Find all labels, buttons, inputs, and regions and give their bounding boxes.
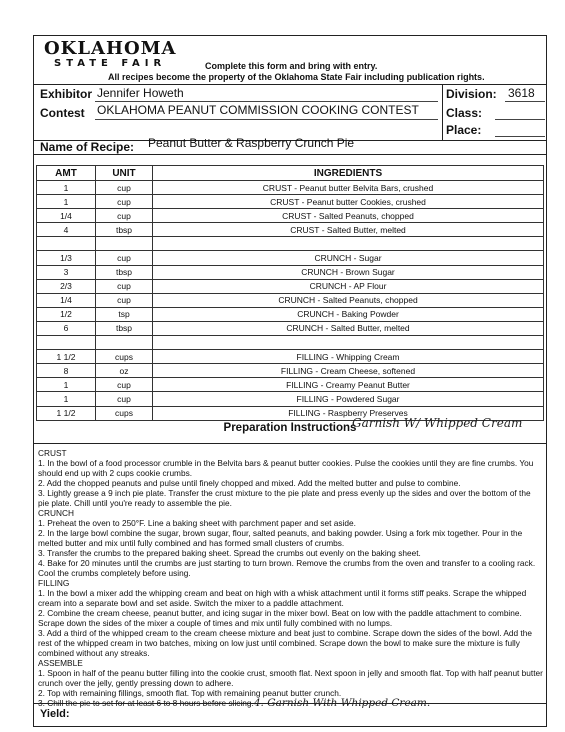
- ingredient-cell: FILLING - Raspberry Preserves: [153, 406, 544, 420]
- table-row: [37, 237, 544, 251]
- table-row: [37, 378, 544, 392]
- divider: [33, 84, 547, 85]
- instr-line: 2. Add the chopped peanuts and pulse until finely chopped and mixed. Add the melted butter and pulse to combine.: [38, 478, 461, 488]
- place-label: Place:: [446, 123, 482, 137]
- unit-cell: cup: [96, 251, 153, 265]
- intro-line-2: All recipes become the property of the Oklahoma State Fair including publication rights.: [108, 72, 485, 82]
- unit-header: UNIT: [96, 166, 153, 181]
- table-row: [37, 364, 544, 378]
- ingredient-cell: CRUNCH - Salted Peanuts, chopped: [153, 293, 544, 307]
- unit-cell: cup: [96, 392, 153, 406]
- recipe-name-label: Name of Recipe:: [40, 140, 135, 154]
- ingredient-cell: CRUST - Peanut butter Belvita Bars, crushed: [153, 181, 544, 195]
- divider: [33, 703, 547, 704]
- ingredient-cell: FILLING - Whipping Cream: [153, 350, 544, 364]
- amt-cell: 3: [37, 265, 96, 279]
- amt-cell: 1 1/2: [37, 406, 96, 420]
- preparation-title: Preparation Instructions: [223, 422, 357, 434]
- ingredient-cell: CRUST - Salted Butter, melted: [153, 223, 544, 237]
- exhibitor-field[interactable]: Jennifer Howeth: [97, 86, 184, 100]
- instr-line: 3. Add a third of the whipped cream to the cream cheese mixture and beat just to combine. Scrape down the sides of the bowl. Add the rest of the whipped cream in two batches, mixing on low just until combined. Scrape down the bowl to make sure the mixture is fully combined without any streaks.: [38, 628, 532, 658]
- ingredients-body: [37, 181, 544, 421]
- contest-underline: [95, 119, 438, 120]
- unit-cell: tbsp: [96, 321, 153, 335]
- recipe-name-field[interactable]: Peanut Butter & Raspberry Crunch Pie: [148, 136, 355, 150]
- amt-cell: [37, 237, 96, 251]
- ingredient-cell: [153, 336, 544, 350]
- unit-cell: cup: [96, 181, 153, 195]
- unit-cell: tbsp: [96, 265, 153, 279]
- instr-line: 3. Lightly grease a 9 inch pie plate. Transfer the crust mixture to the pie plate and press evenly up the sides and over the bottom of the pie plate. Chill until you're ready to assemble the pie.: [38, 488, 531, 508]
- instr-line: 2. Top with remaining fillings, smooth flat. Top with remaining peanut butter crunch.: [38, 688, 342, 698]
- amt-cell: 2/3: [37, 279, 96, 293]
- ingredient-cell: FILLING - Creamy Peanut Butter: [153, 378, 544, 392]
- instr-line: 1. Spoon in half of the peanu butter filling into the cookie crust, smooth flat. Next spoon in jelly and smooth flat. Top with half peanut butter crunch over the jelly, gently pressing down to adhere.: [38, 668, 543, 688]
- amt-cell: 1: [37, 378, 96, 392]
- ingredients-header: INGREDIENTS: [153, 166, 544, 181]
- yield-label: Yield:: [40, 708, 70, 720]
- ingredient-cell: CRUNCH - Brown Sugar: [153, 265, 544, 279]
- amt-cell: 8: [37, 364, 96, 378]
- table-row: [37, 293, 544, 307]
- table-header-row: [37, 166, 544, 181]
- division-underline: [505, 101, 545, 102]
- table-row: [37, 321, 544, 335]
- amt-cell: 1: [37, 392, 96, 406]
- unit-cell: cup: [96, 279, 153, 293]
- unit-cell: cups: [96, 350, 153, 364]
- division-field[interactable]: 3618: [508, 86, 535, 100]
- amt-cell: 1/3: [37, 251, 96, 265]
- unit-cell: cups: [96, 406, 153, 420]
- unit-cell: oz: [96, 364, 153, 378]
- unit-cell: [96, 237, 153, 251]
- ingredient-cell: CRUST - Peanut butter Cookies, crushed: [153, 195, 544, 209]
- intro-line-1: Complete this form and bring with entry.: [205, 61, 378, 71]
- class-field[interactable]: [495, 119, 545, 120]
- ingredients-table: [36, 165, 544, 421]
- amt-cell: [37, 336, 96, 350]
- ingredient-cell: [153, 237, 544, 251]
- instr-line: ASSEMBLE: [38, 658, 83, 668]
- exhibitor-label: Exhibitor: [40, 87, 93, 101]
- amt-cell: 1/2: [37, 307, 96, 321]
- table-row: [37, 251, 544, 265]
- table-row: [37, 265, 544, 279]
- ingredient-cell: CRUNCH - Sugar: [153, 251, 544, 265]
- unit-cell: tsp: [96, 307, 153, 321]
- instr-line: 1. Preheat the oven to 250°F. Line a baking sheet with parchment paper and set aside.: [38, 518, 356, 528]
- ingredient-cell: CRUNCH - Baking Powder: [153, 307, 544, 321]
- instr-line: 4. Bake for 20 minutes until the crumbs are just starting to turn brown. Remove the crumbs from the oven and transfer to a cooling rack. Cool the crumbs completely before using.: [38, 558, 536, 578]
- handwritten-garnish-note: Garnish W/ Whipped Cream: [352, 416, 523, 430]
- instr-line: 2. Combine the cream cheese, peanut butter, and icing sugar in the mixer bowl. Beat on low with the paddle attachment to combine. Scrape down the sides of the mixer a couple of times and mix until fully combined with no lumps.: [38, 608, 522, 628]
- oklahoma-state-fair-logo: [44, 40, 177, 70]
- table-row: [37, 209, 544, 223]
- amt-cell: 6: [37, 321, 96, 335]
- logo-main-text: OKLAHOMA: [44, 38, 177, 59]
- table-row: [37, 223, 544, 237]
- logo-sub-text: STATE FAIR: [54, 58, 167, 69]
- unit-cell: tbsp: [96, 223, 153, 237]
- contest-label: Contest: [40, 106, 85, 120]
- instr-line: 1. In the bowl a mixer add the whipping cream and beat on high with a whisk attachment until it forms stiff peaks. Scrape the whipped cream into a separate bowl and set aside. Switch the mixer to a paddle attachment.: [38, 588, 527, 608]
- amt-header: AMT: [37, 166, 96, 181]
- ingredient-cell: CRUNCH - Salted Butter, melted: [153, 321, 544, 335]
- ingredient-cell: FILLING - Powdered Sugar: [153, 392, 544, 406]
- instr-line: CRUNCH: [38, 508, 74, 518]
- amt-cell: 1: [37, 181, 96, 195]
- divider: [442, 84, 443, 140]
- table-row: [37, 181, 544, 195]
- divider: [33, 154, 547, 155]
- instr-line: 2. In the large bowl combine the sugar, brown sugar, flour, salted peanuts, and baking powder. Using a fork mix together. Pour in the melted butter and mix until fully combined and has formed small clusters of crumbs.: [38, 528, 523, 548]
- amt-cell: 1 1/2: [37, 350, 96, 364]
- contest-field[interactable]: OKLAHOMA PEANUT COMMISSION COOKING CONTEST: [97, 103, 419, 117]
- table-row: [37, 392, 544, 406]
- instructions-text: [38, 448, 543, 708]
- unit-cell: [96, 336, 153, 350]
- table-row: [37, 336, 544, 350]
- instr-line: 1. In the bowl of a food processor crumble in the Belvita bars & peanut butter cookies. Pulse the cookies until they are fine crumbs. You should end up with 2 cups cookie crumbs.: [38, 458, 534, 478]
- place-field[interactable]: [495, 136, 545, 137]
- unit-cell: cup: [96, 209, 153, 223]
- table-row: [37, 195, 544, 209]
- division-label: Division:: [446, 87, 497, 101]
- divider: [33, 443, 547, 444]
- unit-cell: cup: [96, 293, 153, 307]
- ingredient-cell: CRUST - Salted Peanuts, chopped: [153, 209, 544, 223]
- instr-line: CRUST: [38, 448, 67, 458]
- ingredient-cell: CRUNCH - AP Flour: [153, 279, 544, 293]
- table-row: [37, 279, 544, 293]
- amt-cell: 1/4: [37, 209, 96, 223]
- amt-cell: 1/4: [37, 293, 96, 307]
- unit-cell: cup: [96, 378, 153, 392]
- unit-cell: cup: [96, 195, 153, 209]
- amt-cell: 1: [37, 195, 96, 209]
- instr-last-line: 3. Chill the pie to set for at least 6 to 8 hours before slicing.: [38, 698, 254, 708]
- instr-line: FILLING: [38, 578, 70, 588]
- ingredient-cell: FILLING - Cream Cheese, softened: [153, 364, 544, 378]
- table-row: [37, 350, 544, 364]
- amt-cell: 4: [37, 223, 96, 237]
- class-label: Class:: [446, 106, 483, 120]
- instr-line: 3. Transfer the crumbs to the prepared baking sheet. Spread the crumbs out evenly on the baking sheet.: [38, 548, 421, 558]
- exhibitor-underline: [95, 101, 438, 102]
- handwritten-step-4: 4. Garnish With Whipped Cream.: [253, 697, 431, 709]
- table-row: [37, 307, 544, 321]
